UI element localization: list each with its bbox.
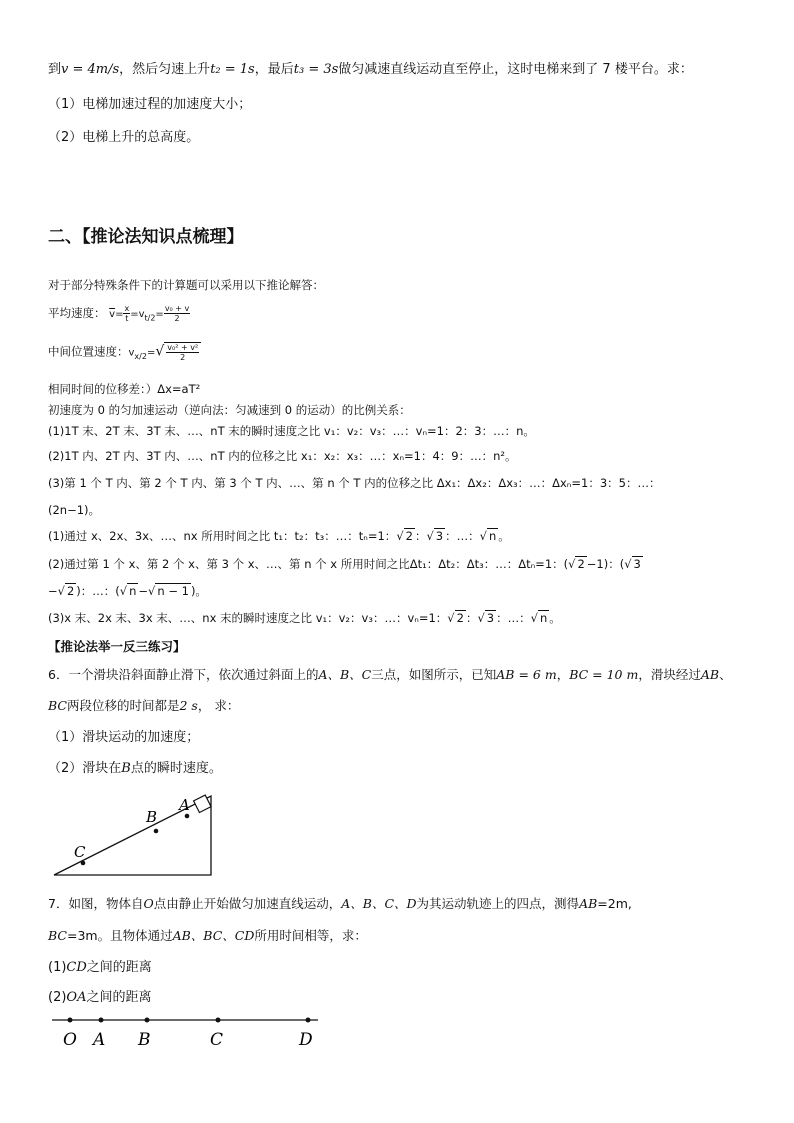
sqrt-value: n xyxy=(129,584,137,598)
subscript: t/2 xyxy=(144,313,156,323)
text: =3m。且物体通过 xyxy=(66,928,173,943)
sqrt-value: 2 xyxy=(577,557,585,571)
text: ，然后匀速上升 xyxy=(119,62,211,77)
text: (3)x 末、2x 末、3x 末、…、nx 末的瞬时速度之比 v₁：v₂：v₃：…：vₙ=1： xyxy=(48,611,448,625)
point-b xyxy=(154,829,159,834)
problem-6-q2 xyxy=(48,760,222,778)
label-a: A xyxy=(179,796,190,814)
text: ， 求： xyxy=(197,698,240,713)
practice-title: 【推论法举一反三练习】 xyxy=(48,639,186,654)
sqrt-value: 3 xyxy=(435,529,444,543)
text: ：…： xyxy=(496,611,531,625)
text: (2) xyxy=(48,990,67,1005)
problem-6-q1: （1）滑块运动的加速度； xyxy=(48,730,200,745)
problem-6-line-1 xyxy=(48,666,732,684)
label-c: C xyxy=(210,1030,224,1050)
text: ： xyxy=(465,611,478,625)
cd: CD xyxy=(66,960,87,975)
subscript: x/2 xyxy=(134,351,147,361)
sqrt-value: n xyxy=(488,529,497,543)
label-c: C xyxy=(74,843,86,861)
points: A、B、C xyxy=(318,667,372,682)
text: 、 xyxy=(719,667,732,682)
velocity-value: v = 4m/s xyxy=(61,62,120,77)
segments: AB、BC、CD xyxy=(172,928,255,943)
ratio-title: 初速度为 0 的匀加速运动（逆向法：匀减速到 0 的运动）的比例关系： xyxy=(48,403,411,417)
v: v xyxy=(128,347,135,359)
sqrt-value: 3 xyxy=(486,611,495,625)
ratio-3b: (2n−1)。 xyxy=(48,503,101,517)
text: ， xyxy=(556,667,570,682)
text: 6．一个滑块沿斜面静止滑下，依次通过斜面上的 xyxy=(48,667,319,682)
displacement-difference: 相同时间的位移差：）Δx=aT² xyxy=(48,382,201,396)
sqrt-icon: √ xyxy=(155,343,165,360)
fraction-sqrt xyxy=(164,342,201,362)
text: ：…： xyxy=(445,529,480,543)
middle-position-velocity-formula xyxy=(48,342,201,368)
average-velocity-formula xyxy=(48,304,190,326)
point-a xyxy=(185,814,190,819)
text: 点的瞬时速度。 xyxy=(130,761,222,776)
text: (2)通过第 1 个 x、第 2 个 x、第 3 个 x、…、第 n 个 x 所用时间之比Δt₁：Δt₂：Δt₃：…：Δtₙ=1：( xyxy=(48,557,569,571)
label: 中间位置速度： xyxy=(48,344,129,359)
ab: AB xyxy=(700,667,720,682)
den: 2 xyxy=(180,353,186,362)
eq: = xyxy=(155,309,164,320)
ab-length: AB = 6 m xyxy=(496,667,557,682)
ab: AB xyxy=(579,896,598,911)
text: 到 xyxy=(48,62,62,77)
den: t xyxy=(125,314,129,323)
num: x xyxy=(124,304,130,313)
point-o xyxy=(68,1018,73,1023)
sqrt-value: 2 xyxy=(405,529,413,543)
text: (1) xyxy=(48,960,67,975)
problem-7-line-1 xyxy=(48,895,632,913)
eq: = xyxy=(115,309,124,320)
text: 点由静止开始做匀加速直线运动， xyxy=(153,896,342,911)
bc-length: BC = 10 m xyxy=(569,667,639,682)
problem-7-line-2 xyxy=(48,927,367,945)
sqrt-value: n xyxy=(539,611,548,625)
num: v₀ + v xyxy=(164,304,190,313)
text: 为其运动轨迹上的四点，测得 xyxy=(416,896,580,911)
oa: OA xyxy=(66,990,87,1005)
label-b: B xyxy=(138,1030,151,1050)
ratio-3a: (3)第 1 个 T 内、第 2 个 T 内、第 3 个 T 内、…、第 n 个 T 内的位移之比 Δx₁：Δx₂：Δx₃：…：Δxₙ=1：3：5：…： xyxy=(48,476,661,490)
fraction-v0-v xyxy=(164,304,190,323)
ratio-1: (1)1T 末、2T 末、3T 末、…、nT 末的瞬时速度之比 v₁：v₂：v₃：…：vₙ=1：2：3：…：n。 xyxy=(48,424,535,438)
point-o: O xyxy=(143,896,154,911)
problem-continuation xyxy=(48,61,693,79)
section-title: 二、【推论法知识点梳理】 xyxy=(48,227,244,247)
velocity-ratio: (3)x 末、2x 末、3x 末、…、nx 末的瞬时速度之比 v₁：v₂：v₃：…：vₙ=1：√ 2 ：√ 3 ：…：√ n 。 xyxy=(48,611,561,625)
label-b: B xyxy=(146,808,158,826)
time-ratio-1: (1)通过 x、2x、3x、…、nx 所用时间之比 t₁：t₂：t₃：…：tₙ=1：√ 2 ：√ 3 ：…：√ n 。 xyxy=(48,529,510,543)
intro-text: 对于部分特殊条件下的计算题可以采用以下推论解答： xyxy=(48,278,324,292)
den: 2 xyxy=(174,314,180,323)
text: −1)：( xyxy=(586,557,625,571)
text: 所用时间相等，求： xyxy=(254,928,367,943)
point-d xyxy=(306,1018,311,1023)
problem-7-q1 xyxy=(48,959,152,977)
text: =2m, xyxy=(597,896,632,911)
text: 。 xyxy=(498,529,510,543)
bc: BC xyxy=(48,928,67,943)
sqrt-value: 3 xyxy=(633,557,641,571)
text: （2）滑块在 xyxy=(48,761,122,776)
v-bar: $\overline{v}$ xyxy=(109,309,116,320)
label-d: D xyxy=(299,1030,313,1050)
text: 之间的距离 xyxy=(86,960,152,975)
text: ，最后 xyxy=(254,62,294,77)
problem-6-line-2 xyxy=(48,697,239,715)
time-ratio-2a: (2)通过第 1 个 x、第 2 个 x、第 3 个 x、…、第 n 个 x 所用时间之比Δt₁：Δt₂：Δt₃：…：Δtₙ=1：(√ 2 −1)：(√ 3 xyxy=(48,557,641,571)
point-b xyxy=(145,1018,150,1023)
problem-7-q2 xyxy=(48,989,151,1007)
question-2: （2）电梯上升的总高度。 xyxy=(48,130,200,145)
eq: =v xyxy=(130,309,145,320)
point-a xyxy=(99,1018,104,1023)
time-t3: t₃ = 3s xyxy=(293,62,339,77)
label-o: O xyxy=(63,1030,77,1050)
question-1: （1）电梯加速过程的加速度大小； xyxy=(48,97,252,112)
motion-line-figure xyxy=(50,1012,330,1054)
text: − xyxy=(48,584,58,598)
label-a: A xyxy=(93,1030,106,1050)
text: 两段位移的时间都是 xyxy=(66,698,180,713)
text: ： xyxy=(414,529,427,543)
time-t2: t₂ = 1s xyxy=(210,62,255,77)
text: 做匀减速直线运动直至停止，这时电梯来到了 7 楼平台。求： xyxy=(338,62,693,77)
bc: BC xyxy=(48,698,67,713)
eq: = xyxy=(146,347,156,359)
text: 三点，如图所示，已知 xyxy=(371,667,497,682)
text: 。 xyxy=(549,611,561,625)
text: )：…：( xyxy=(76,584,120,598)
point-c xyxy=(216,1018,221,1023)
text: )。 xyxy=(190,584,207,598)
point-c xyxy=(81,861,86,866)
text: 7．如图，物体自 xyxy=(48,896,144,911)
ratio-2: (2)1T 内、2T 内、3T 内、…、nT 内的位移之比 x₁：x₂：x₃：…：xₙ=1：4：9：…：n²。 xyxy=(48,449,517,463)
points: A、B、C、D xyxy=(341,896,417,911)
num: v₀² + v² xyxy=(167,343,199,352)
text: 之间的距离 xyxy=(86,990,152,1005)
label: 平均速度： xyxy=(48,306,106,320)
incline-figure xyxy=(40,786,230,882)
sqrt-value: n − 1 xyxy=(157,584,189,598)
time: 2 s xyxy=(179,698,198,713)
time-ratio-2b: −√ 2 )：…：(√ n −√ n − 1 )。 xyxy=(48,584,207,598)
sqrt-value: 2 xyxy=(66,584,75,598)
text: − xyxy=(138,584,149,598)
text: (1)通过 x、2x、3x、…、nx 所用时间之比 t₁：t₂：t₃：…：tₙ=1： xyxy=(48,529,397,543)
sqrt-value: 2 xyxy=(456,611,464,625)
text: ，滑块经过 xyxy=(638,667,701,682)
point-b: B xyxy=(121,761,131,776)
